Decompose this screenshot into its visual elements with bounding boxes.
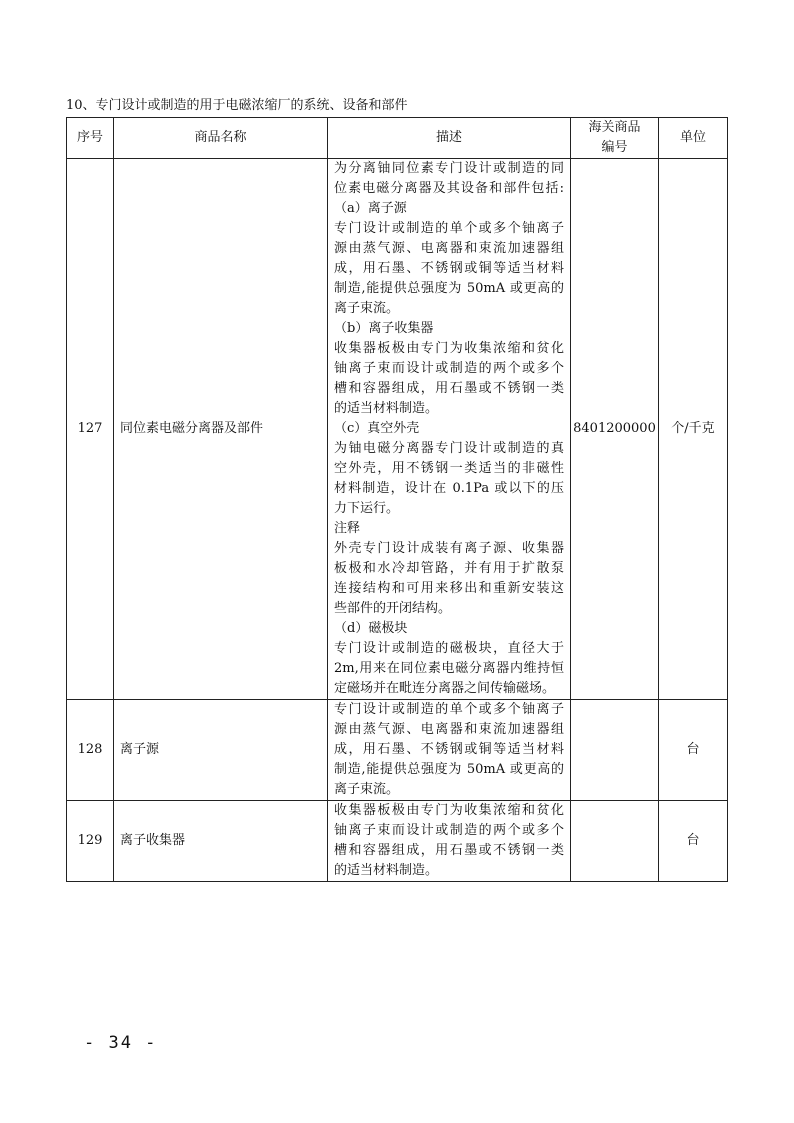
description-line: 槽和容器组成，用石墨或不锈钢一类 (334, 843, 564, 858)
description-line: 的适当材料制造。 (334, 401, 439, 416)
description-line: 连接结构和可用来移出和重新安装这 (334, 581, 564, 596)
description-line: 专门设计或制造的磁极块，直径大于 (334, 641, 564, 656)
description-line: 专门设计或制造的单个或多个铀离子 (334, 221, 564, 236)
row-description (328, 801, 571, 882)
description-line: 力下运行。 (334, 501, 400, 516)
table-row (67, 159, 728, 700)
description-line: 成，用石墨、不锈钢或铜等适当材料 (334, 261, 564, 276)
col-header-desc: 描述 (328, 118, 571, 159)
description-line: （c）真空外壳 (334, 421, 420, 436)
description-line: 铀离子束而设计或制造的两个或多个 (334, 823, 564, 838)
row-product-name: 离子源 (114, 700, 328, 801)
description-line: 离子束流。 (334, 782, 400, 797)
col-header-code-line1: 海关商品 (588, 120, 641, 135)
description-line: 源由蒸气源、电离器和束流加速器组 (334, 241, 564, 256)
description-line: 收集器板极由专门为收集浓缩和贫化 (334, 803, 564, 818)
goods-table (66, 117, 728, 882)
description-line: 槽和容器组成，用石墨或不锈钢一类 (334, 381, 564, 396)
row-unit: 个/千克 (659, 159, 728, 700)
row-product-name: 离子收集器 (114, 801, 328, 882)
row-customs-code (571, 700, 659, 801)
col-header-index: 序号 (67, 118, 114, 159)
description-line: 收集器板极由专门为收集浓缩和贫化 (334, 341, 564, 356)
description-line: 2m,用来在同位素电磁分离器内维持恒 (334, 661, 564, 676)
description-line: 位素电磁分离器及其设备和部件包括: (334, 181, 564, 196)
description-line: 离子束流。 (334, 301, 400, 316)
row-index: 128 (67, 700, 114, 801)
row-index: 129 (67, 801, 114, 882)
description-line: 为分离铀同位素专门设计或制造的同 (334, 161, 564, 176)
col-header-code (571, 118, 659, 159)
section-heading: 10、专门设计或制造的用于电磁浓缩厂的系统、设备和部件 (66, 98, 408, 113)
row-unit: 台 (659, 700, 728, 801)
description-line: （b）离子收集器 (334, 321, 434, 336)
description-line: 外壳专门设计成装有离子源、收集器 (334, 541, 564, 556)
description-line: 制造,能提供总强度为 50mA 或更高的 (334, 281, 564, 296)
row-description (328, 159, 571, 700)
description-line: 铀离子束而设计或制造的两个或多个 (334, 361, 564, 376)
description-line: 板极和水冷却管路，并有用于扩散泵 (334, 561, 564, 576)
col-header-code-line2: 编号 (601, 140, 628, 155)
table-row (67, 700, 728, 801)
col-header-name: 商品名称 (114, 118, 328, 159)
row-index: 127 (67, 159, 114, 700)
description-line: 些部件的开闭结构。 (334, 601, 452, 616)
description-line: 定磁场并在毗连分离器之间传输磁场。 (334, 681, 556, 696)
description-line: 空外壳，用不锈钢一类适当的非磁性 (334, 461, 564, 476)
description-line: （d）磁极块 (334, 621, 408, 636)
description-line: 专门设计或制造的单个或多个铀离子 (334, 702, 564, 717)
description-line: 成，用石墨、不锈钢或铜等适当材料 (334, 742, 564, 757)
description-line: 材料制造，设计在 0.1Pa 或以下的压 (334, 481, 564, 496)
description-line: 源由蒸气源、电离器和束流加速器组 (334, 722, 564, 737)
table-row (67, 801, 728, 882)
description-line: 为铀电磁分离器专门设计或制造的真 (334, 441, 564, 456)
row-unit: 台 (659, 801, 728, 882)
row-description (328, 700, 571, 801)
description-line: （a）离子源 (334, 201, 407, 216)
row-product-name: 同位素电磁分离器及部件 (114, 159, 328, 700)
description-line: 制造,能提供总强度为 50mA 或更高的 (334, 762, 564, 777)
row-customs-code: 8401200000 (571, 159, 659, 700)
col-header-unit: 单位 (659, 118, 728, 159)
table-header-row (67, 118, 728, 159)
description-line: 的适当材料制造。 (334, 863, 439, 878)
row-customs-code (571, 801, 659, 882)
page-number: - 34 - (84, 1033, 158, 1053)
description-line: 注释 (334, 521, 361, 536)
